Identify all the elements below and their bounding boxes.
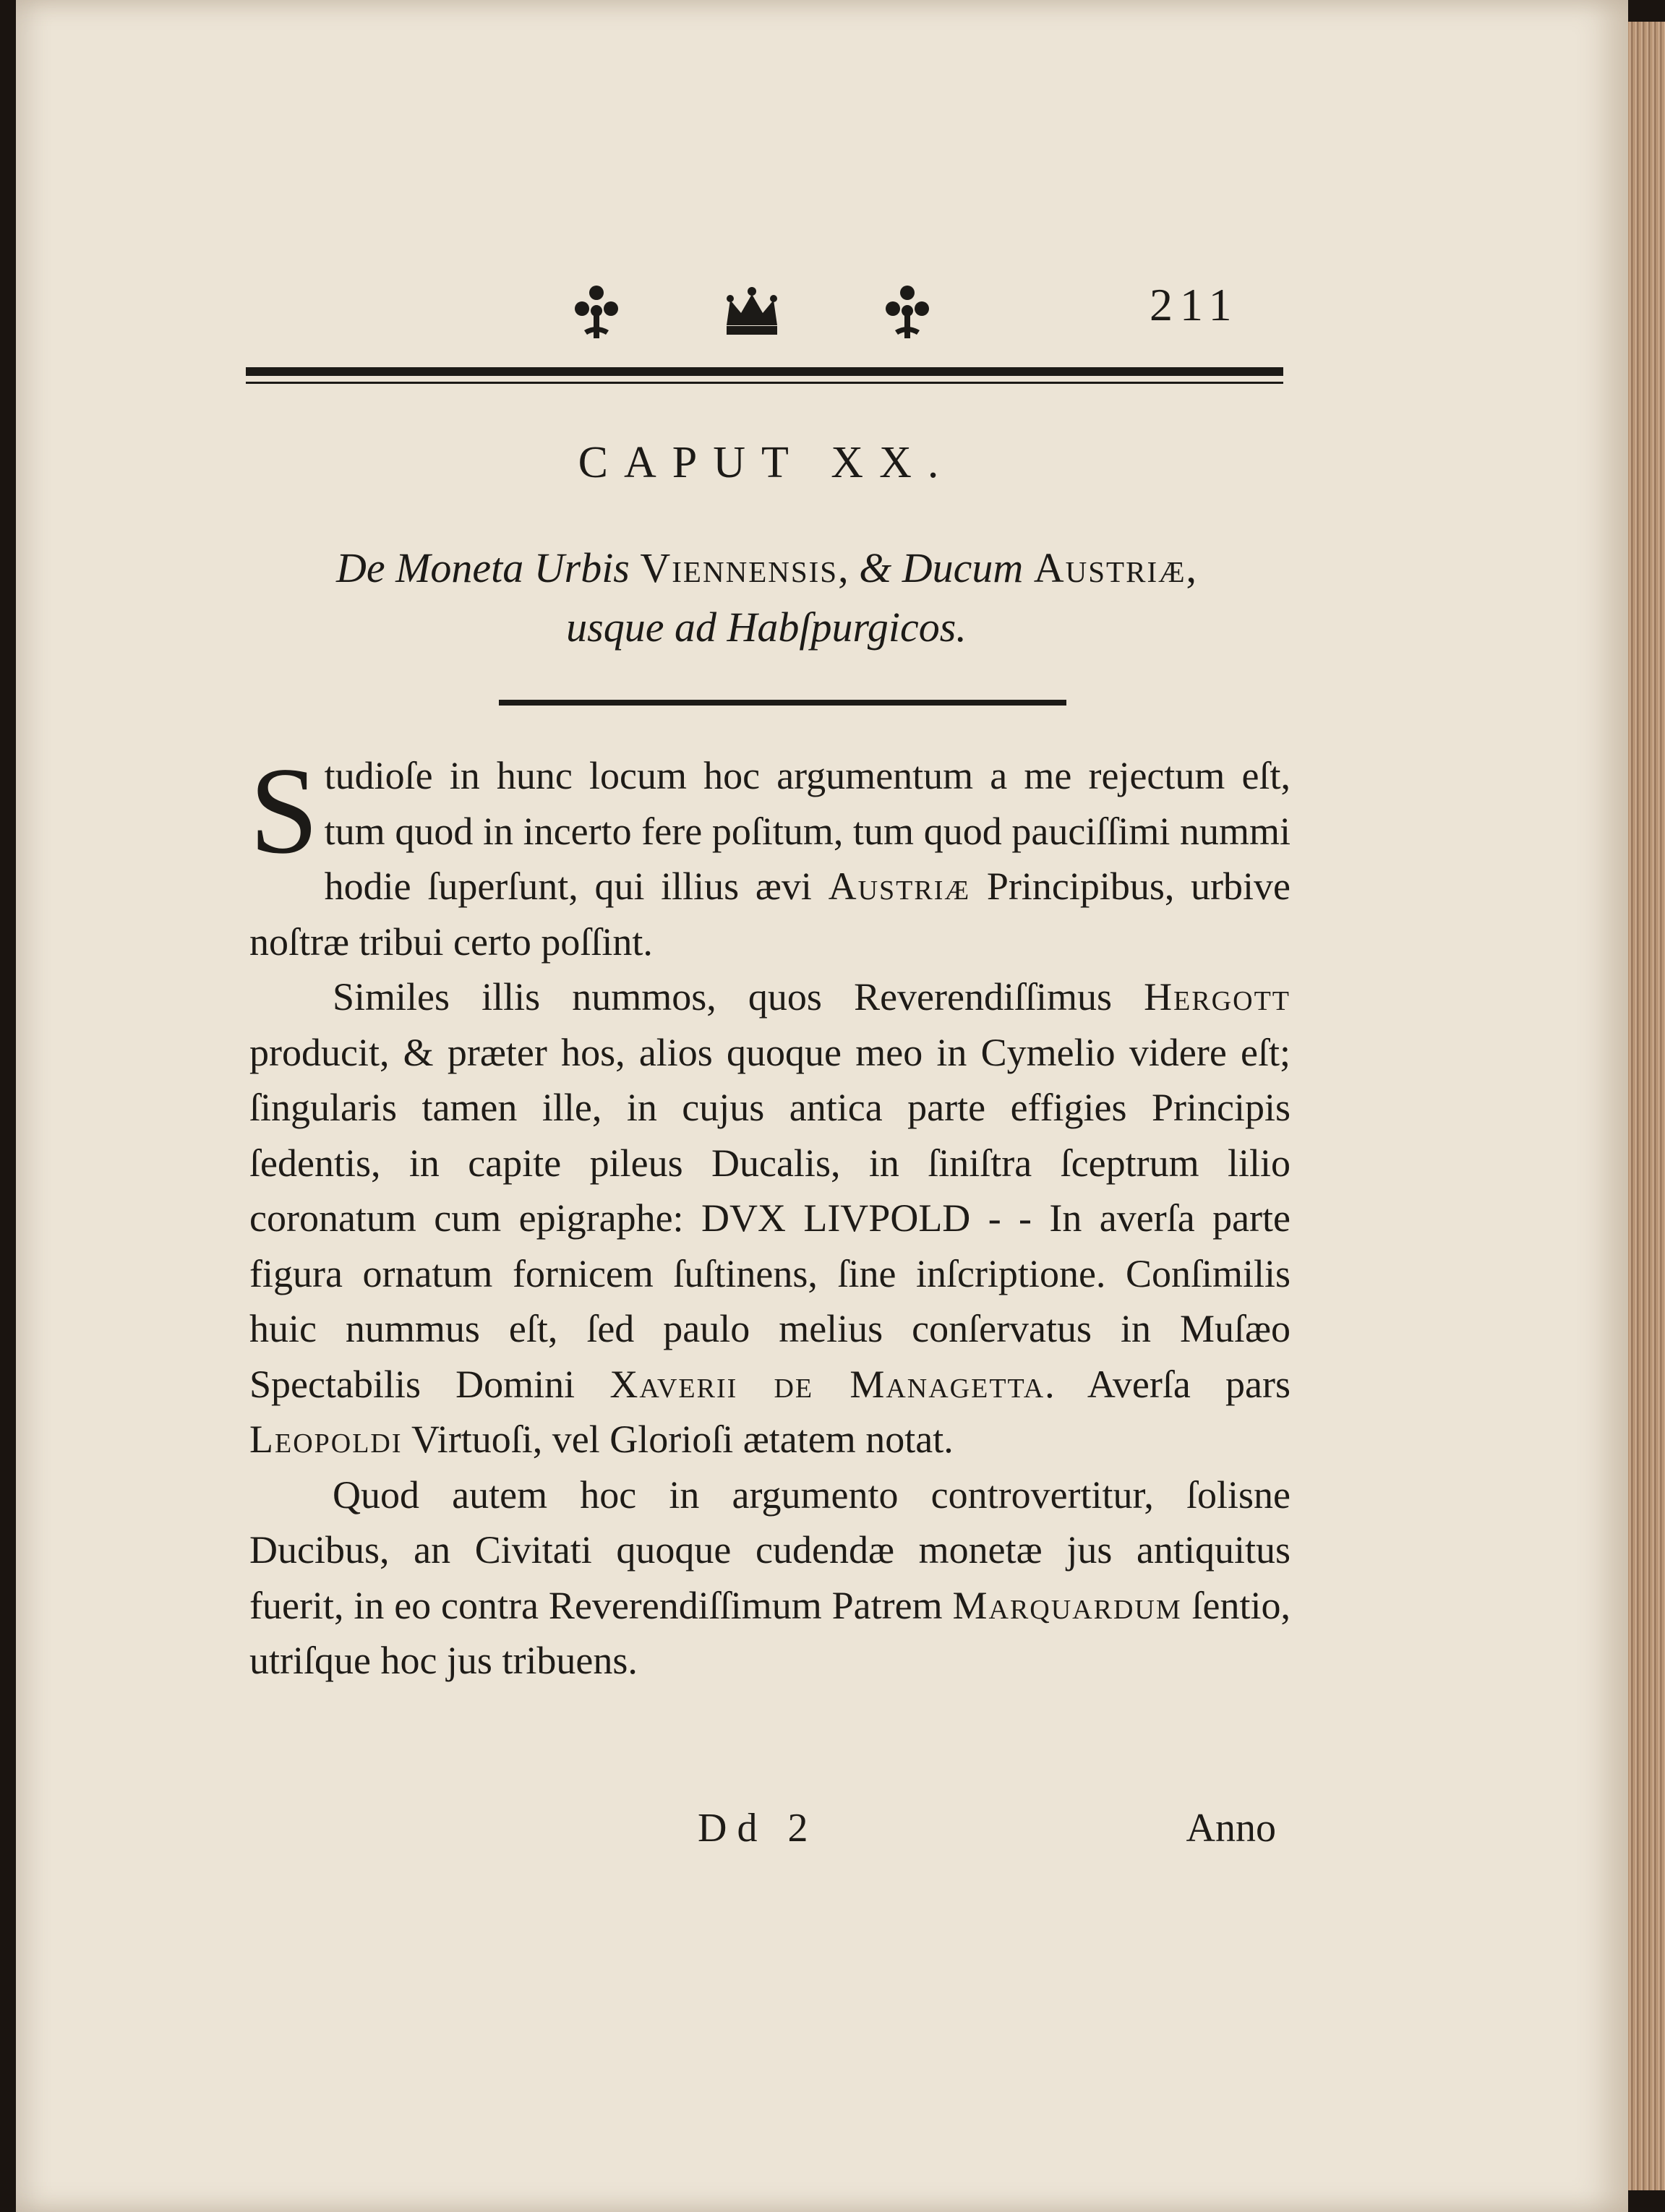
title-italic-1: De Moneta Urbis	[335, 544, 641, 591]
title-italic-2: & Ducum	[859, 544, 1034, 591]
paragraph-2-text2: producit, & præter hos, alios quoque meo in Cymelio videre eſt; ſingularis tamen ille, in cujus antica parte effigies Principis ſedentis, in capite pileus Ducalis, in ſiniſtra ſceptrum lilio coronatum cum epigraphe:	[249, 1030, 1291, 1240]
name-austriae: Austriæ	[828, 865, 971, 908]
paragraph-1-text2: Principibus, urbive noſtræ tribui certo poſſint.	[249, 865, 1291, 964]
header-rule-thin	[246, 382, 1283, 384]
title-rule	[499, 700, 1066, 706]
title-smallcaps-2: Austriæ	[1033, 544, 1186, 591]
paragraph-2	[249, 969, 1291, 1467]
name-managetta: Xaverii de Managetta	[609, 1362, 1045, 1406]
crown-icon	[719, 278, 784, 343]
name-leopoldi: Leopoldi	[249, 1418, 403, 1461]
title-italic-line2: usque ad Habſpurgicos.	[566, 604, 967, 651]
chapter-heading	[492, 437, 1041, 489]
title-plain-2: ,	[1186, 544, 1197, 591]
page-edges	[1628, 22, 1665, 2190]
name-marquardum: Marquardum	[952, 1583, 1182, 1627]
paragraph-2-text5: Virtuoſi, vel Glorioſi ætatem notat.	[402, 1418, 954, 1461]
chapter-heading-text: CAPUT XX.	[578, 438, 955, 487]
title-smallcaps-1: Viennensis	[640, 544, 839, 591]
chapter-title-line1	[246, 539, 1287, 598]
paragraph-3-text2: ſentio, utriſque hoc jus tribuens.	[249, 1583, 1291, 1682]
paragraph-1	[249, 742, 1291, 969]
name-hergott: Hergott	[1144, 975, 1291, 1019]
fleuron-icon	[875, 278, 940, 343]
paragraph-2-text4: . Averſa pars	[1045, 1362, 1291, 1406]
coin-legend: DVX LIVPOLD - -	[701, 1196, 1032, 1240]
header-ornaments	[564, 278, 940, 343]
page-number: 211	[1150, 279, 1239, 330]
drop-cap: S	[249, 742, 319, 880]
header-rule-thick	[246, 367, 1283, 376]
paragraph-2-text3: In averſa parte figura ornatum fornicem ſuſtinens, ſine inſcriptione. Conſimilis huic nummus eſt, ſed paulo melius conſervatus in Muſæo Spectabilis Domini	[249, 1196, 1291, 1406]
chapter-title	[246, 539, 1287, 657]
paragraph-3	[249, 1467, 1291, 1689]
signature-mark: Dd 2	[698, 1806, 818, 1851]
chapter-title-line2	[246, 598, 1287, 657]
fleuron-icon	[564, 278, 629, 343]
paragraph-3-text1: Quod autem hoc in argumento controvertitur, ſolisne Ducibus, an Civitati quoque cudendæ monetæ jus antiquitus fuerit, in eo contra Reverendiſſimum Patrem	[249, 1472, 1291, 1627]
title-plain-1: ,	[838, 544, 860, 591]
paragraph-2-text1: Similes illis nummos, quos Reverendiſſimus	[333, 975, 1144, 1019]
paragraph-1-text: tudioſe in hunc locum hoc argumentum a me rejectum eſt, tum quod in incerto fere poſitum, tum quod pauciſſimi nummi hodie ſuperſunt, qui illius ævi	[324, 754, 1291, 908]
catchword: Anno	[1186, 1806, 1276, 1851]
body-text	[249, 742, 1291, 1689]
